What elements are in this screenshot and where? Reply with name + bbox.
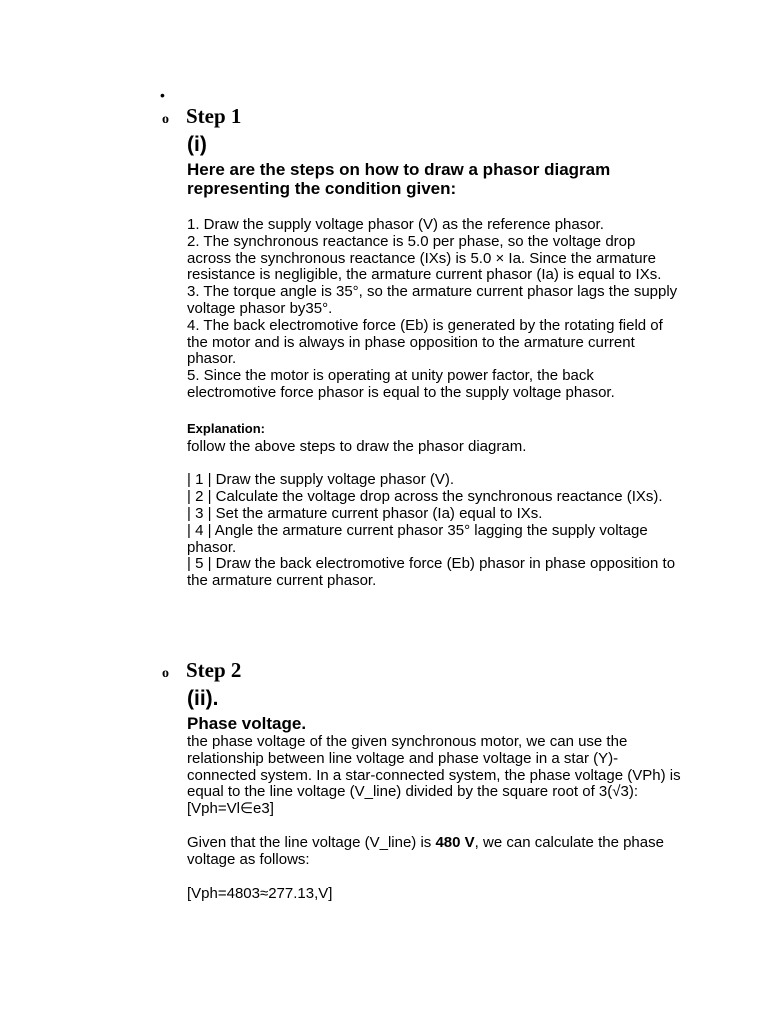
step-1-summary-list: [187, 472, 682, 590]
step-1-steps-list: [187, 217, 682, 402]
step-2-body: [187, 686, 682, 902]
formula-vph-general: [Vph=Vl∈e3]: [187, 800, 274, 818]
formula-vph-result: [Vph=4803≈277.13,V]: [187, 884, 333, 902]
step-1-item-3: 3. The torque angle is 35°, so the armature current phasor lags the supply voltage phasor by35°.: [187, 283, 678, 317]
phase-voltage-paragraph: the phase voltage of the given synchronous motor, we can use the relationship between line voltage and phase voltage in a star (Y)-connected system. In a star-connected system, the phase voltage (VPh) is equal to the line voltage (V_line) divided by the square root of 3(√3):: [187, 733, 681, 801]
summary-item-2: | 2 | Calculate the voltage drop across the synchronous reactance (IXs).: [187, 488, 663, 506]
step-2-heading: Phase voltage.: [187, 714, 307, 733]
given-line-voltage: [187, 835, 682, 869]
step-1-item-1: 1. Draw the supply voltage phasor (V) as the reference phasor.: [187, 216, 604, 233]
step-1-body: [187, 132, 682, 590]
summary-item-3: | 3 | Set the armature current phasor (Ia) equal to IXs.: [187, 504, 543, 522]
step-1-heading: Here are the steps on how to draw a phasor diagram representing the condition given:: [187, 160, 611, 198]
step-1-marker: o: [162, 112, 169, 127]
explanation-intro: follow the above steps to draw the phasor diagram.: [187, 437, 527, 455]
list-bullet: •: [160, 87, 165, 103]
step-1-item-2: 2. The synchronous reactance is 5.0 per phase, so the voltage drop across the synchronous reactance (IXs) is 5.0 × Ia. Since the armature resistance is negligible, the armature current phasor (Ia) is equal to IXs.: [187, 232, 662, 284]
step-1-item-5: 5. Since the motor is operating at unity power factor, the back electromotive force phasor is equal to the supply voltage phasor.: [187, 367, 615, 401]
summary-item-4: | 4 | Angle the armature current phasor 35° lagging the supply voltage phasor.: [187, 521, 648, 556]
step-2-label: (ii).: [187, 687, 219, 710]
summary-item-5: | 5 | Draw the back electromotive force (Eb) phasor in phase opposition to the armature current phasor.: [187, 555, 676, 590]
given-text-after: , we can calculate the phase voltage as follows:: [187, 833, 664, 868]
step-2-marker: o: [162, 666, 169, 681]
given-value: 480 V: [435, 833, 475, 851]
explanation-label: Explanation:: [187, 420, 266, 436]
step-2-title: Step 2: [186, 658, 242, 682]
step-1-title: Step 1: [186, 104, 242, 128]
step-1-label: (i): [187, 133, 207, 156]
step-1-item-4: 4. The back electromotive force (Eb) is generated by the rotating field of the motor and is always in phase opposition to the armature current phasor.: [187, 316, 663, 368]
summary-item-1: | 1 | Draw the supply voltage phasor (V).: [187, 471, 455, 489]
given-text-before: Given that the line voltage (V_line) is: [187, 833, 436, 851]
